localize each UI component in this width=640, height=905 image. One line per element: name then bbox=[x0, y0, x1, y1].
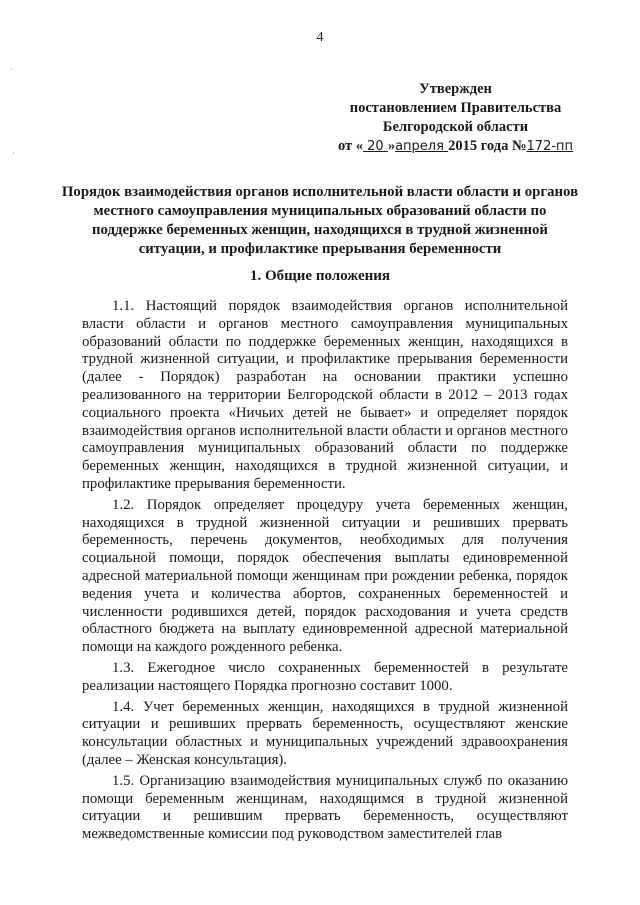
approval-date-line bbox=[318, 137, 593, 156]
scan-margin-mark: · bbox=[10, 64, 13, 74]
date-month-prefix: » bbox=[387, 138, 396, 154]
paragraph-1-2: 1.2. Порядок определяет процедуру учета беременных женщин, находящихся в трудной жизненной ситуации и решивших прервать беременность, перечень документов, необходимых для получения социальной помощи, порядок обеспечения выплаты единовременной адресной материальной помощи женщинам при рождении ребенка, порядок ведения учета и количества абортов, сохраненных беременностей и численности родившихся детей, порядок расходования и учета средств областного бюджета на выплату единовременной адресной материальной помощи на каждого рожденного ребенка. bbox=[82, 496, 568, 656]
paragraph-1-5: 1.5. Организацию взаимодействия муниципальных служб по оказанию помощи беременным женщинам, находящимся в трудной жизненной ситуации и решившим прервать беременность, осуществляют межведомственные комиссии под руководством заместителей глав bbox=[82, 772, 568, 843]
approval-line-1: Утвержден bbox=[419, 81, 492, 97]
paragraph-1-1: 1.1. Настоящий порядок взаимодействия органов исполнительной власти области и органов местного самоуправления муниципальных образований области по поддержке беременных женщин, находящихся в трудной жизненной ситуации, и профилактике прерывания беременности (далее - Порядок) разработан на основании практики успешно реализованного на территории Белгородской области в 2012 – 2013 годах социального проекта «Ничьих детей не бывает» и определяет порядок взаимодействия органов исполнительной власти области и органов местного самоуправления муниципальных образований области по поддержке беременных женщин, находящихся в трудной жизненной ситуации, и профилактике прерывания беременности. bbox=[82, 298, 568, 492]
date-day: 20 bbox=[363, 139, 388, 154]
section-heading: 1. Общие положения bbox=[249, 268, 391, 284]
document-title: Порядок взаимодействия органов исполнительной власти области и органов местного самоуправления муниципальных образований области по поддержке беременных женщин, находящихся в трудной жизненной ситуации, и профилактике прерывания беременности bbox=[61, 184, 579, 257]
resolution-number: 172-пп bbox=[526, 139, 574, 154]
date-year: 2015 года № bbox=[448, 138, 527, 154]
date-month: апреля bbox=[395, 139, 449, 154]
scan-margin-mark: · bbox=[12, 148, 15, 158]
page-number: 4 bbox=[316, 30, 324, 45]
body-text bbox=[82, 298, 568, 847]
date-prefix: от « bbox=[337, 138, 364, 154]
approval-line-2: постановлением Правительства bbox=[349, 100, 562, 116]
paragraph-1-3: 1.3. Ежегодное число сохраненных беременностей в результате реализации настоящего Порядка прогнозно составит 1000. bbox=[82, 659, 568, 694]
paragraph-1-4: 1.4. Учет беременных женщин, находящихся в трудной жизненной ситуации и решивших прервать беременность, осуществляют женские консультации областных и муниципальных учреждений здравоохранения (далее – Женская консультация). bbox=[82, 698, 568, 768]
approval-line-3: Белгородской области bbox=[382, 119, 529, 135]
approval-block bbox=[318, 80, 593, 156]
